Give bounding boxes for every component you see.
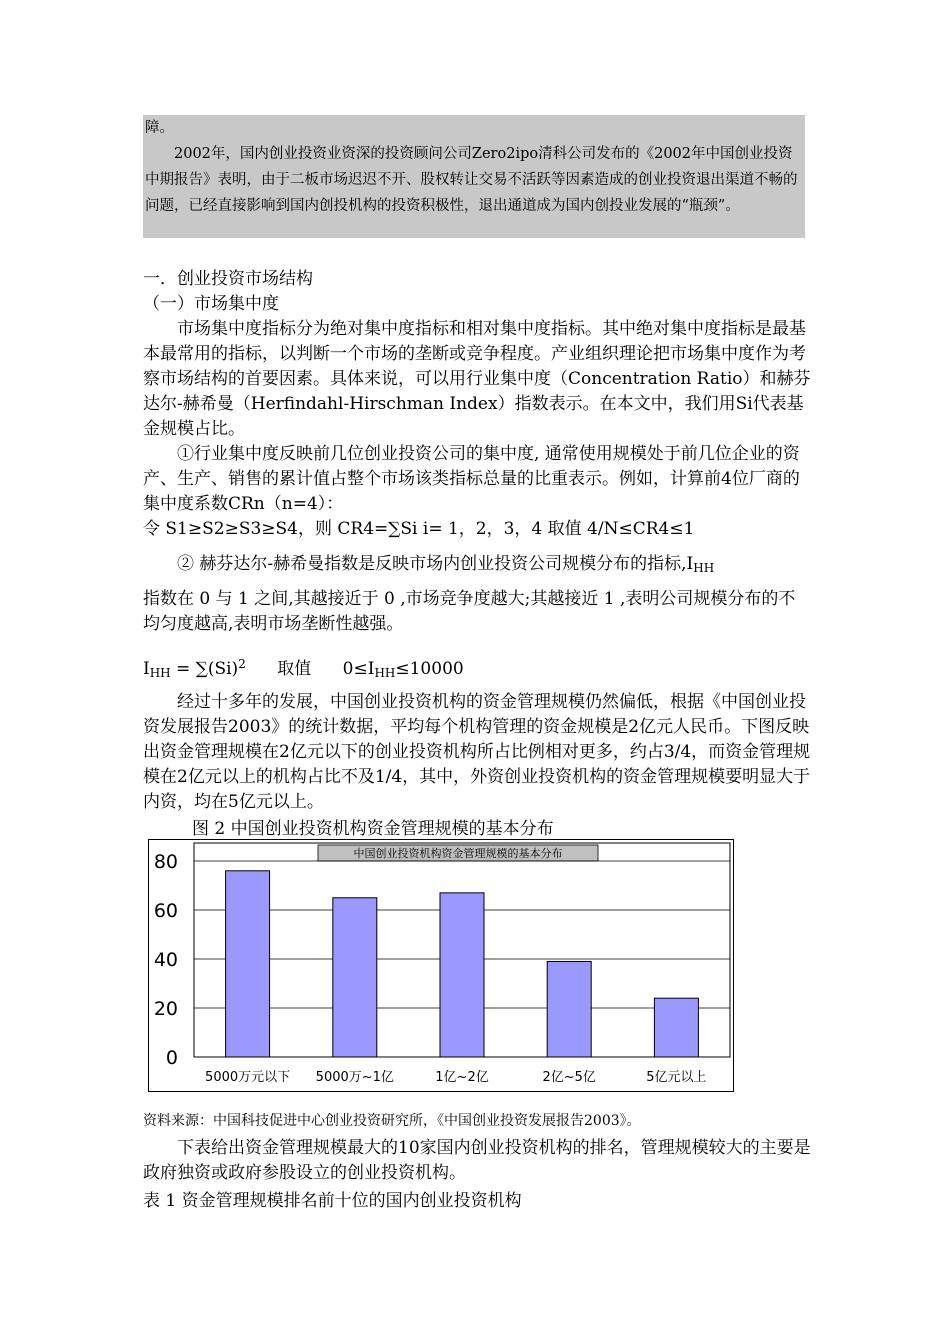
body-text-block-2 bbox=[143, 552, 811, 637]
y-tick-label: 80 bbox=[153, 851, 178, 873]
hhi-text: ② 赫芬达尔-赫希曼指数是反映市场内创业投资公司规模分布的指标,I bbox=[177, 554, 694, 574]
x-tick-label: 2亿~5亿 bbox=[542, 1070, 596, 1085]
section-heading: 一．创业投资市场结构 bbox=[143, 269, 313, 289]
x-tick-label: 5亿元以上 bbox=[646, 1070, 707, 1085]
x-tick-label: 5000万元以下 bbox=[205, 1070, 291, 1085]
bar bbox=[547, 961, 591, 1057]
y-tick-label: 0 bbox=[165, 1047, 178, 1069]
highlighted-quote-block bbox=[143, 115, 805, 238]
chart-title: 中国创业投资机构资金管理规模的基本分布 bbox=[353, 847, 563, 860]
bar bbox=[333, 898, 377, 1057]
bar-chart-svg bbox=[148, 839, 734, 1092]
subsection-heading: （一）市场集中度 bbox=[143, 294, 279, 314]
paragraph-table-intro: 下表给出资金管理规模最大的10家国内创业投资机构的排名，管理规模较大的主要是政府独资或政府参股设立的创业投资机构。 bbox=[143, 1138, 811, 1183]
y-tick-label: 20 bbox=[153, 998, 178, 1020]
paragraph-cr: ①行业集中度反映前几位创业投资公司的集中度, 通常使用规模处于前几位企业的资产、生产、销售的累计值占整个市场该类指标总量的比重表示。例如，计算前4位厂商的集中度系数CRn（n=4）： bbox=[143, 444, 800, 514]
quote-paragraph: 2002年，国内创业投资业资深的投资顾问公司Zero2ipo清科公司发布的《2002年中国创业投资中期报告》表明，由于二板市场迟迟不开、股权转让交易不活跃等因素造成的创业投资退出渠道不畅的问题，已经直接影响到国内创投机构的投资积极性，退出通道成为国内创投业发展的“瓶颈”。 bbox=[145, 146, 798, 214]
paragraph-concentration: 市场集中度指标分为绝对集中度指标和相对集中度指标。其中绝对集中度指标是最基本最常用的指标，以判断一个市场的垄断或竞争程度。产业组织理论把市场集中度作为考察市场结构的首要因素。具体来说，可以用行业集中度（Concentration Ratio）和赫芬达尔-赫希曼（Herfindahl-Hirschman Index）指数表示。在本文中，我们用Si代表基金规模占比。 bbox=[143, 319, 811, 439]
quote-line-start: 障。 bbox=[145, 120, 174, 136]
hhi-subscript: HH bbox=[693, 561, 715, 575]
bar bbox=[654, 998, 698, 1057]
body-text-block-3 bbox=[143, 690, 811, 815]
formula-cr4: 令 S1≥S2≥S3≥S4，则 CR4=∑Si i= 1，2，3，4 取值 4/N≤CR4≤1 bbox=[143, 519, 695, 539]
bar-chart bbox=[148, 839, 734, 1092]
bar bbox=[226, 871, 270, 1057]
figure-caption: 图 2 中国创业投资机构资金管理规模的基本分布 bbox=[192, 819, 554, 839]
body-text-block-4 bbox=[143, 1136, 811, 1186]
paragraph-hhi-cont: 指数在 0 与 1 之间,其越接近于 0 ,市场竞争度越大;其越接近 1 ,表明公司规模分布的不均匀度越高,表明市场垄断性越强。 bbox=[143, 589, 796, 634]
x-tick-label: 1亿~2亿 bbox=[435, 1070, 489, 1085]
y-tick-label: 40 bbox=[153, 949, 178, 971]
paragraph-hhi bbox=[143, 552, 811, 581]
y-tick-label: 60 bbox=[153, 900, 178, 922]
table-caption: 表 1 资金管理规模排名前十位的国内创业投资机构 bbox=[143, 1191, 522, 1211]
source-note: 资料来源：中国科技促进中心创业投资研究所，《中国创业投资发展报告2003》。 bbox=[143, 1113, 641, 1129]
x-tick-label: 5000万~1亿 bbox=[315, 1070, 394, 1085]
paragraph-scale: 经过十多年的发展，中国创业投资机构的资金管理规模仍然偏低，根据《中国创业投资发展报告2003》的统计数据，平均每个机构管理的资金规模是2亿元人民币。下图反映出资金管理规模在2亿元以下的创业投资机构所占比例相对更多，约占3/4，而资金管理规模在2亿元以上的机构占比不及1/4，其中，外资创业投资机构的资金管理规模要明显大于内资，均在5亿元以上。 bbox=[143, 692, 811, 812]
formula-hhi: $I_{HH} = \sum(Si)^2$ 取值 $0\le I_{HH}\le 10000$ bbox=[143, 657, 464, 680]
bar bbox=[440, 893, 484, 1057]
body-text-block-1 bbox=[143, 317, 811, 542]
